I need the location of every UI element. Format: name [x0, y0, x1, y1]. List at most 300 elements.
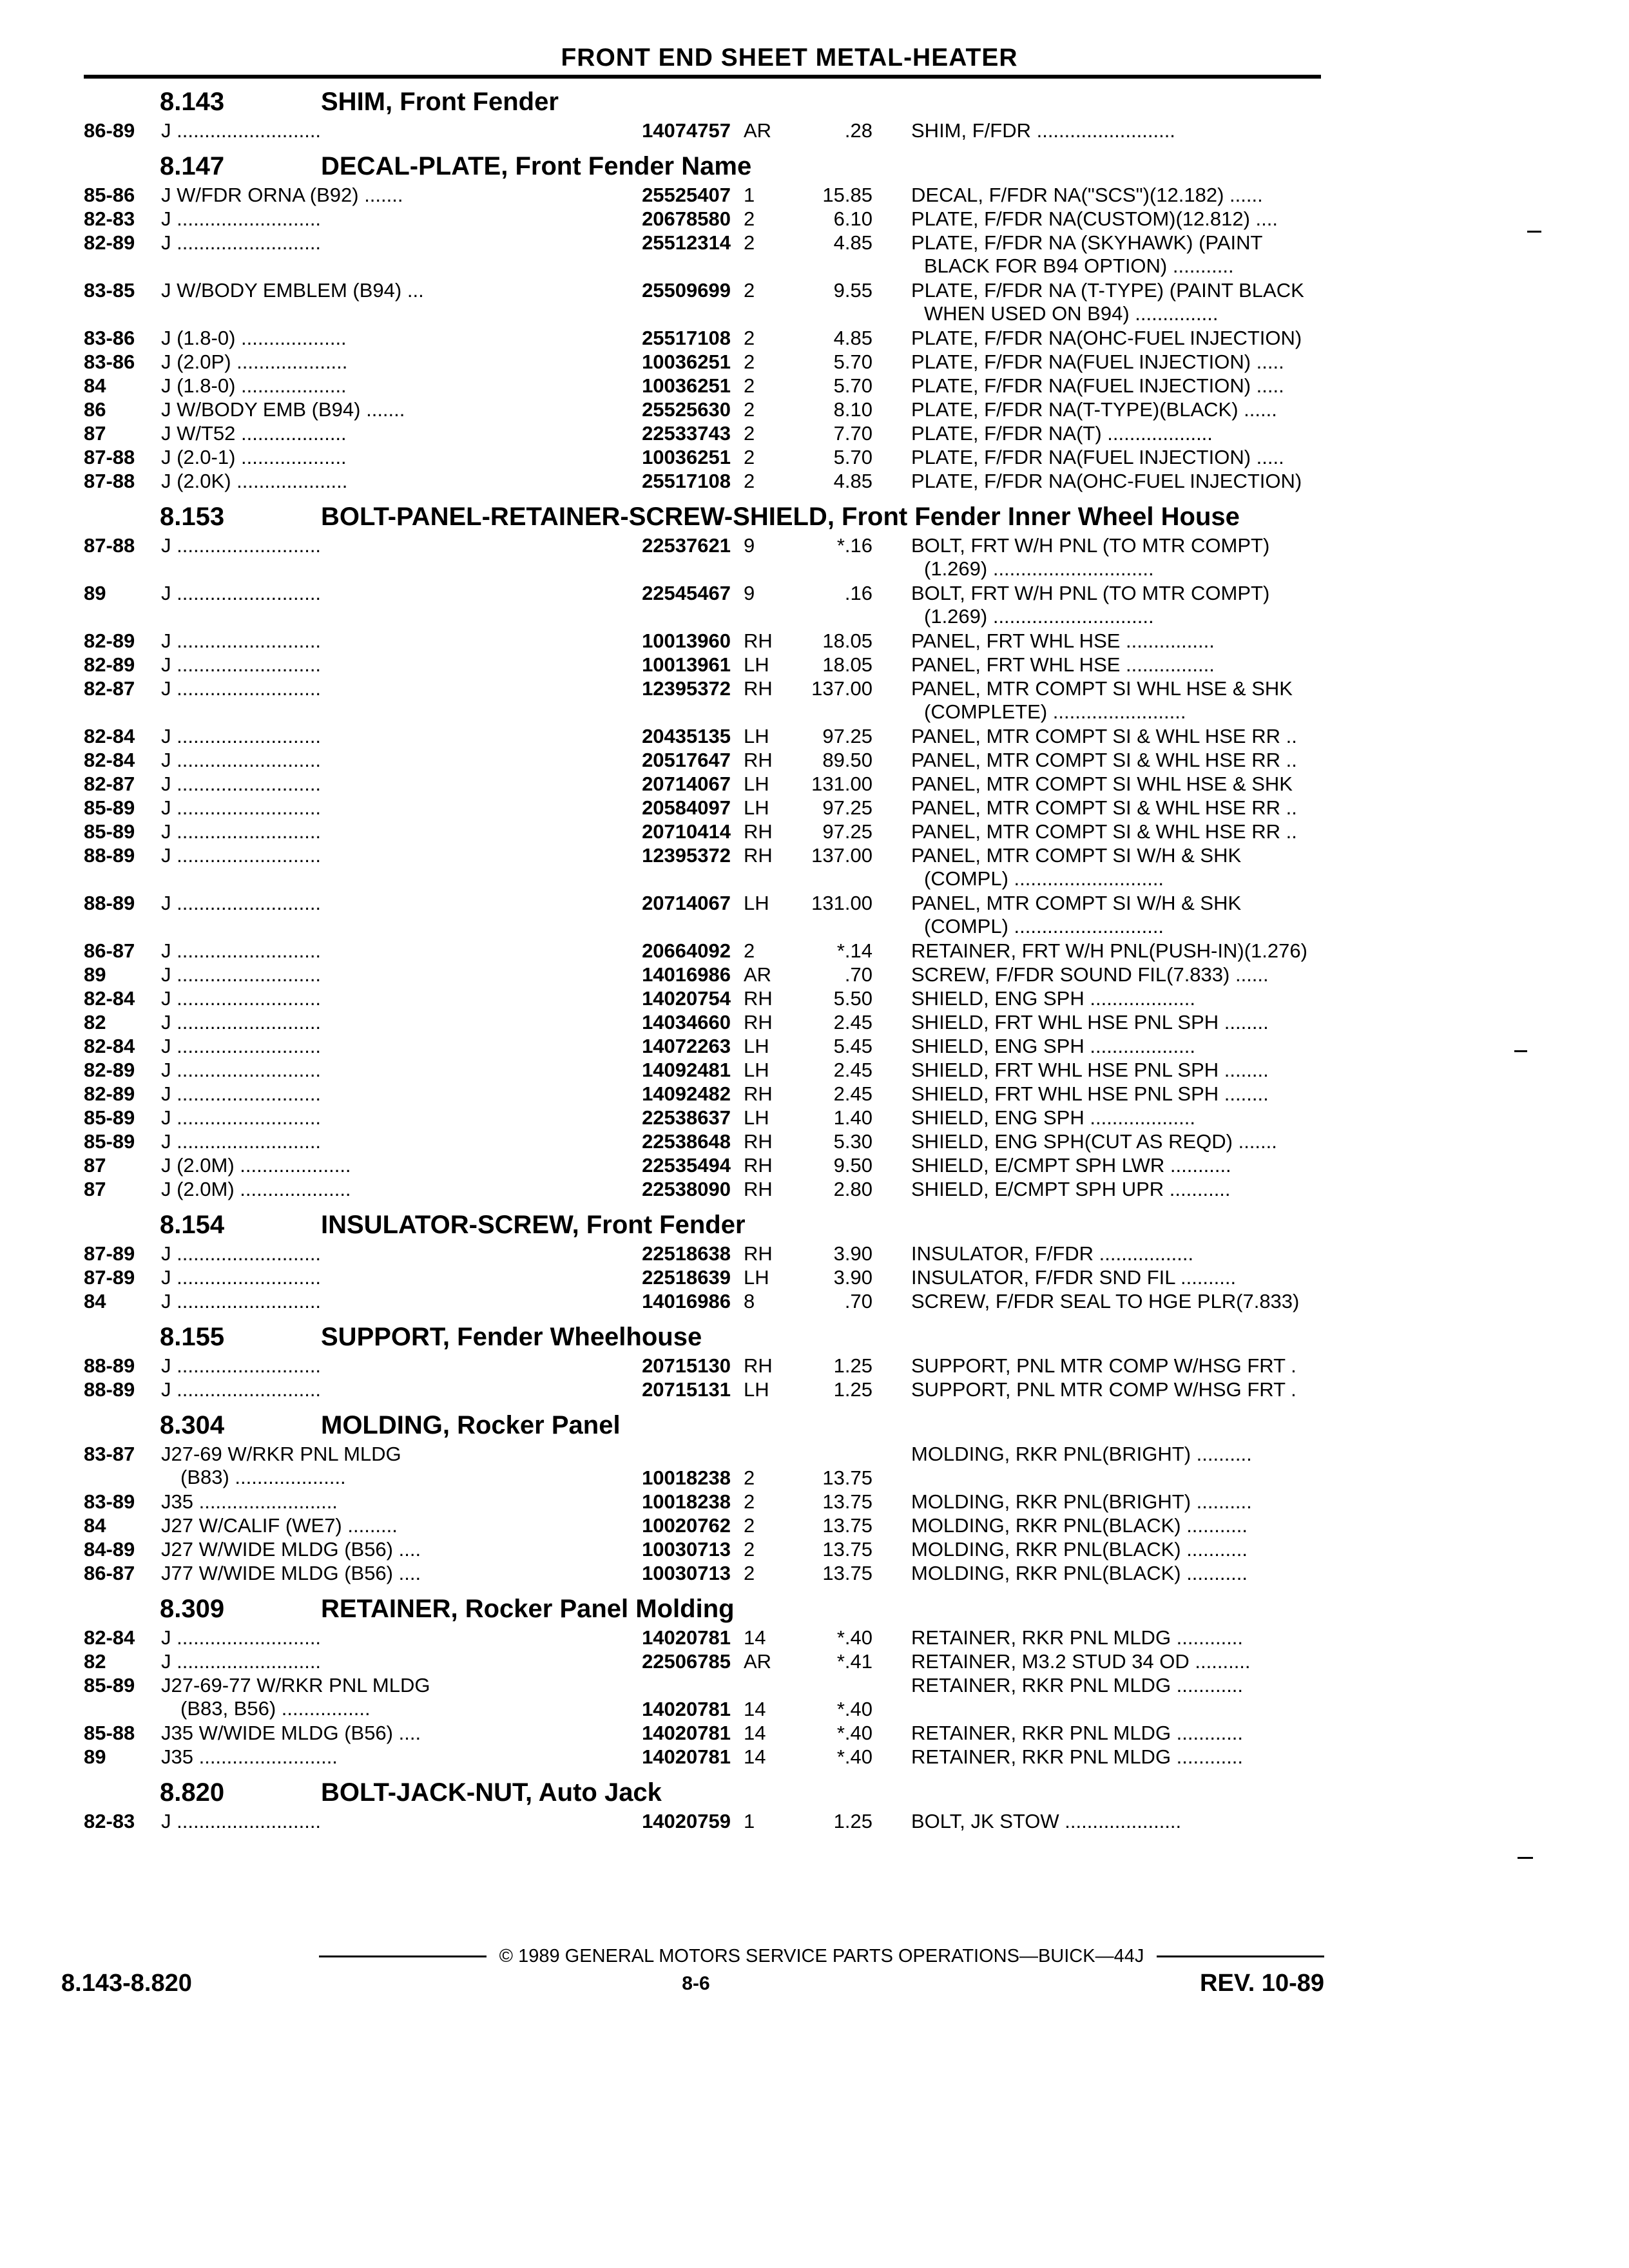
part-number: 20678580 — [642, 207, 731, 230]
quantity: RH — [744, 987, 773, 1010]
quantity: 2 — [744, 1490, 755, 1513]
part-number: 25517108 — [642, 470, 731, 492]
model-year: 87-88 — [84, 534, 135, 557]
model-line: J .......................... — [161, 1810, 322, 1832]
description-line: MOLDING, RKR PNL(BRIGHT) .......... — [911, 1490, 1252, 1513]
part-description — [872, 1650, 1321, 1673]
description-line: PLATE, F/FDR NA(T) ................... — [911, 422, 1213, 445]
part-description — [872, 796, 1321, 820]
table-row — [84, 1490, 1321, 1514]
description-line: SHIELD, FRT WHL HSE PNL SPH ........ — [911, 1082, 1269, 1105]
model-year: 87 — [84, 422, 106, 445]
price: *.40 — [836, 1722, 872, 1744]
model-applicability — [161, 1059, 602, 1082]
table-row — [84, 1514, 1321, 1538]
model-year: 82-89 — [84, 1059, 135, 1081]
part-number: 14092482 — [642, 1082, 731, 1105]
model-line: J .......................... — [161, 773, 322, 795]
part-number: 12395372 — [642, 844, 731, 867]
model-year: 86-87 — [84, 1562, 135, 1584]
part-number: 20710414 — [642, 820, 731, 843]
model-line: J (2.0P) .................... — [161, 351, 348, 373]
model-line: J .......................... — [161, 749, 322, 771]
price: 5.70 — [833, 351, 872, 373]
model-applicability — [161, 374, 602, 398]
part-description — [872, 1130, 1321, 1153]
description-line-continued: (1.269) ............................. — [924, 605, 1154, 628]
quantity: RH — [744, 1154, 773, 1177]
table-row — [84, 1650, 1321, 1674]
price: 137.00 — [811, 677, 872, 700]
catalog-page — [84, 43, 1321, 1834]
part-description — [872, 1626, 1321, 1649]
part-description — [872, 1290, 1321, 1313]
price: 9.50 — [833, 1154, 872, 1177]
quantity: RH — [744, 629, 773, 652]
model-applicability — [161, 1722, 602, 1745]
model-line: J .......................... — [161, 1130, 322, 1153]
description-line: PLATE, F/FDR NA (T-TYPE) (PAINT BLACK — [911, 279, 1304, 302]
part-description — [872, 963, 1321, 986]
model-applicability — [161, 987, 602, 1010]
model-line: J .......................... — [161, 534, 322, 557]
description-line: SHIELD, ENG SPH ................... — [911, 987, 1195, 1010]
table-row — [84, 1562, 1321, 1586]
price: 3.90 — [833, 1266, 872, 1289]
part-description — [872, 446, 1321, 469]
model-year: 82-89 — [84, 231, 135, 254]
table-row — [84, 1178, 1321, 1202]
description-line-continued: (COMPL) ........................... — [924, 915, 1164, 937]
price: 5.45 — [833, 1035, 872, 1057]
model-line: J27 W/CALIF (WE7) ......... — [161, 1514, 398, 1537]
quantity: 2 — [744, 279, 755, 302]
section-number: 8.309 — [160, 1595, 225, 1623]
part-number: 14074757 — [642, 119, 731, 142]
model-year: 82-84 — [84, 987, 135, 1010]
part-description — [872, 279, 1321, 325]
model-applicability — [161, 773, 602, 796]
table-row — [84, 1745, 1321, 1769]
model-line: J .......................... — [161, 677, 322, 700]
price: 1.25 — [833, 1810, 872, 1832]
quantity: LH — [744, 1266, 769, 1289]
part-description — [872, 231, 1321, 278]
model-applicability — [161, 1810, 602, 1833]
quantity: AR — [744, 119, 772, 142]
description-line: BOLT, FRT W/H PNL (TO MTR COMPT) — [911, 582, 1270, 604]
description-line-continued: BLACK FOR B94 OPTION) ........... — [924, 255, 1234, 277]
model-line: J77 W/WIDE MLDG (B56) .... — [161, 1562, 421, 1584]
model-year: 86-87 — [84, 939, 135, 962]
model-year: 82 — [84, 1011, 106, 1033]
model-line: J .......................... — [161, 1378, 322, 1401]
model-year: 83-85 — [84, 279, 135, 302]
part-description — [872, 892, 1321, 938]
model-applicability — [161, 184, 602, 207]
description-line: PLATE, F/FDR NA(CUSTOM)(12.812) .... — [911, 207, 1278, 230]
margin-mark — [1518, 1857, 1533, 1859]
section-title: INSULATOR-SCREW, Front Fender — [321, 1211, 746, 1239]
description-line: MOLDING, RKR PNL(BLACK) ........... — [911, 1562, 1248, 1584]
section-heading — [84, 1411, 1321, 1440]
description-line: MOLDING, RKR PNL(BLACK) ........... — [911, 1514, 1248, 1537]
quantity: 14 — [744, 1745, 766, 1768]
model-applicability — [161, 939, 602, 963]
description-line: PANEL, FRT WHL HSE ................ — [911, 653, 1215, 676]
description-line: SHIELD, ENG SPH ................... — [911, 1106, 1195, 1129]
model-line: J .......................... — [161, 892, 322, 914]
price: 8.10 — [833, 398, 872, 421]
model-applicability — [161, 422, 602, 445]
part-description — [872, 987, 1321, 1010]
description-line: PLATE, F/FDR NA(FUEL INJECTION) ..... — [911, 351, 1284, 373]
description-line: RETAINER, RKR PNL MLDG ............ — [911, 1626, 1244, 1649]
price: *.14 — [836, 939, 872, 962]
description-line: SUPPORT, PNL MTR COMP W/HSG FRT . — [911, 1354, 1296, 1377]
model-applicability — [161, 446, 602, 469]
price: .70 — [844, 1290, 872, 1312]
table-row — [84, 1378, 1321, 1402]
part-description — [872, 749, 1321, 772]
section-number: 8.154 — [160, 1211, 225, 1239]
part-description — [872, 582, 1321, 628]
model-applicability — [161, 1674, 602, 1720]
quantity: 2 — [744, 374, 755, 397]
part-description — [872, 422, 1321, 445]
quantity: RH — [744, 1242, 773, 1265]
part-description — [872, 1443, 1321, 1466]
model-line: J (1.8-0) ................... — [161, 327, 347, 349]
quantity: RH — [744, 1178, 773, 1200]
margin-mark — [1514, 1050, 1527, 1052]
part-description — [872, 1514, 1321, 1537]
price: 4.85 — [833, 231, 872, 254]
model-applicability — [161, 279, 602, 302]
section-title: DECAL-PLATE, Front Fender Name — [321, 152, 752, 180]
model-applicability — [161, 351, 602, 374]
part-number: 25517108 — [642, 327, 731, 349]
model-applicability — [161, 1242, 602, 1265]
part-description — [872, 1082, 1321, 1106]
quantity: 2 — [744, 1514, 755, 1537]
quantity: 9 — [744, 534, 755, 557]
price: 97.25 — [822, 725, 872, 747]
part-number: 10018238 — [642, 1490, 731, 1513]
description-line-continued: WHEN USED ON B94) ............... — [924, 302, 1219, 325]
price: 5.50 — [833, 987, 872, 1010]
part-description — [872, 773, 1321, 796]
model-year: 82-87 — [84, 773, 135, 795]
model-applicability — [161, 629, 602, 653]
model-line: J .......................... — [161, 1354, 322, 1377]
model-line: J (2.0M) .................... — [161, 1178, 351, 1200]
model-year: 82-84 — [84, 725, 135, 747]
quantity: 2 — [744, 422, 755, 445]
part-number: 22518638 — [642, 1242, 731, 1265]
table-row — [84, 1266, 1321, 1290]
model-year: 82-83 — [84, 1810, 135, 1832]
model-line: J27-69 W/RKR PNL MLDG — [161, 1443, 401, 1465]
part-number: 10036251 — [642, 351, 731, 373]
description-line: SHIELD, E/CMPT SPH UPR ........... — [911, 1178, 1231, 1200]
part-number: 20714067 — [642, 773, 731, 795]
model-line: J .......................... — [161, 1290, 322, 1312]
table-row — [84, 1035, 1321, 1059]
description-line: PANEL, MTR COMPT SI WHL HSE & SHK — [911, 773, 1293, 795]
part-number: 10030713 — [642, 1538, 731, 1561]
quantity: AR — [744, 1650, 772, 1673]
model-applicability — [161, 1266, 602, 1289]
description-line: PLATE, F/FDR NA(OHC-FUEL INJECTION) — [911, 470, 1302, 492]
quantity: LH — [744, 773, 769, 795]
table-row — [84, 629, 1321, 653]
part-description — [872, 1674, 1321, 1697]
model-year: 87-89 — [84, 1242, 135, 1265]
model-year: 82-87 — [84, 677, 135, 700]
model-applicability — [161, 725, 602, 748]
part-description — [872, 653, 1321, 677]
model-applicability — [161, 1082, 602, 1106]
section-title: BOLT-PANEL-RETAINER-SCREW-SHIELD, Front Fender Inner Wheel House — [321, 503, 1240, 531]
description-line: PANEL, MTR COMPT SI WHL HSE & SHK — [911, 677, 1293, 700]
part-description — [872, 1354, 1321, 1378]
quantity: 2 — [744, 1562, 755, 1584]
part-description — [872, 1035, 1321, 1058]
part-description — [872, 1745, 1321, 1769]
price: 1.40 — [833, 1106, 872, 1129]
section-number: 8.153 — [160, 503, 225, 531]
table-row — [84, 749, 1321, 773]
description-line: MOLDING, RKR PNL(BLACK) ........... — [911, 1538, 1248, 1561]
model-applicability — [161, 749, 602, 772]
description-line: RETAINER, RKR PNL MLDG ............ — [911, 1745, 1244, 1768]
price: 4.85 — [833, 470, 872, 492]
model-year: 86 — [84, 398, 106, 421]
table-row — [84, 820, 1321, 844]
table-row — [84, 119, 1321, 143]
price: *.41 — [836, 1650, 872, 1673]
part-number: 20715131 — [642, 1378, 731, 1401]
section-heading — [84, 1323, 1321, 1352]
model-applicability — [161, 327, 602, 350]
table-row — [84, 796, 1321, 820]
quantity: 14 — [744, 1722, 766, 1744]
price: 1.25 — [833, 1378, 872, 1401]
table-row — [84, 207, 1321, 231]
quantity: 14 — [744, 1698, 766, 1720]
description-line-continued: (COMPL) ........................... — [924, 867, 1164, 890]
model-applicability — [161, 1626, 602, 1649]
part-description — [872, 207, 1321, 231]
part-number: 25509699 — [642, 279, 731, 302]
section-title: SHIM, Front Fender — [321, 88, 559, 116]
part-description — [872, 327, 1321, 350]
section-number: 8.820 — [160, 1778, 225, 1807]
quantity: 14 — [744, 1626, 766, 1649]
table-row — [84, 470, 1321, 494]
part-description — [872, 398, 1321, 421]
model-line: J .......................... — [161, 963, 322, 986]
model-applicability — [161, 1130, 602, 1153]
model-year: 88-89 — [84, 844, 135, 867]
model-year: 85-86 — [84, 184, 135, 206]
part-number: 14020781 — [642, 1722, 731, 1744]
price: .28 — [844, 119, 872, 142]
price: 13.75 — [822, 1562, 872, 1584]
model-line: J .......................... — [161, 1082, 322, 1105]
model-year: 82-84 — [84, 1035, 135, 1057]
model-year: 85-89 — [84, 820, 135, 843]
part-number: 22538090 — [642, 1178, 731, 1200]
model-line: J (2.0K) .................... — [161, 470, 348, 492]
description-line: RETAINER, RKR PNL MLDG ............ — [911, 1722, 1244, 1744]
description-line-continued: RETAINER, RKR PNL MLDG ............ — [911, 1674, 1244, 1696]
model-applicability — [161, 534, 602, 557]
price: 5.30 — [833, 1130, 872, 1153]
model-year: 89 — [84, 1745, 106, 1768]
part-number: 22545467 — [642, 582, 731, 604]
part-description — [872, 1562, 1321, 1585]
quantity: LH — [744, 1059, 769, 1081]
model-year: 84 — [84, 374, 106, 397]
part-number: 10018238 — [642, 1466, 731, 1489]
section-heading — [84, 1595, 1321, 1624]
part-number: 20664092 — [642, 939, 731, 962]
model-applicability — [161, 207, 602, 231]
price: .70 — [844, 963, 872, 986]
part-description — [872, 374, 1321, 398]
model-line: J W/T52 ................... — [161, 422, 347, 445]
description-line: PLATE, F/FDR NA(T-TYPE)(BLACK) ...... — [911, 398, 1277, 421]
model-line: J .......................... — [161, 1059, 322, 1081]
model-year: 82-84 — [84, 749, 135, 771]
quantity: 8 — [744, 1290, 755, 1312]
quantity: RH — [744, 1011, 773, 1033]
model-applicability — [161, 1378, 602, 1401]
description-line: PANEL, MTR COMPT SI & WHL HSE RR .. — [911, 749, 1297, 771]
description-line: RETAINER, M3.2 STUD 34 OD .......... — [911, 1650, 1251, 1673]
price: 13.75 — [822, 1514, 872, 1537]
price: *.40 — [836, 1745, 872, 1768]
table-row — [84, 1154, 1321, 1178]
table-row — [84, 422, 1321, 446]
description-line: PLATE, F/FDR NA(FUEL INJECTION) ..... — [911, 374, 1284, 397]
price: 3.90 — [833, 1242, 872, 1265]
section-heading — [84, 503, 1321, 532]
model-applicability — [161, 892, 602, 915]
part-number: 25525630 — [642, 398, 731, 421]
section-number: 8.304 — [160, 1411, 225, 1439]
model-line: J .......................... — [161, 1242, 322, 1265]
quantity: LH — [744, 1035, 769, 1057]
table-row — [84, 351, 1321, 374]
footer-page-number: 8-6 — [682, 1972, 710, 1994]
section-heading — [84, 88, 1321, 117]
quantity: 2 — [744, 446, 755, 468]
price: 9.55 — [833, 279, 872, 302]
model-year: 83-87 — [84, 1443, 135, 1465]
part-number: 14016986 — [642, 963, 731, 986]
section-title: MOLDING, Rocker Panel — [321, 1411, 621, 1439]
quantity: 9 — [744, 582, 755, 604]
price: 89.50 — [822, 749, 872, 771]
model-applicability — [161, 1490, 602, 1514]
model-line: J (1.8-0) ................... — [161, 374, 347, 397]
quantity: LH — [744, 1378, 769, 1401]
table-row — [84, 1130, 1321, 1154]
model-applicability — [161, 398, 602, 421]
table-row — [84, 773, 1321, 796]
table-row — [84, 1626, 1321, 1650]
part-number: 25512314 — [642, 231, 731, 254]
part-number: 22538637 — [642, 1106, 731, 1129]
model-applicability — [161, 1650, 602, 1673]
table-row — [84, 1106, 1321, 1130]
part-number: 14020754 — [642, 987, 731, 1010]
part-number: 10036251 — [642, 446, 731, 468]
table-row — [84, 1011, 1321, 1035]
model-applicability — [161, 1011, 602, 1034]
description-line: PLATE, F/FDR NA (SKYHAWK) (PAINT — [911, 231, 1263, 254]
model-year: 83-89 — [84, 1490, 135, 1513]
table-row — [84, 1674, 1321, 1722]
part-description — [872, 844, 1321, 890]
model-year: 83-86 — [84, 351, 135, 373]
quantity: 2 — [744, 327, 755, 349]
model-year: 82-84 — [84, 1626, 135, 1649]
quantity: 2 — [744, 351, 755, 373]
model-applicability — [161, 231, 602, 255]
model-applicability — [161, 1354, 602, 1378]
model-line: J W/BODY EMBLEM (B94) ... — [161, 279, 424, 302]
part-description — [872, 677, 1321, 724]
model-line: J .......................... — [161, 1626, 322, 1649]
quantity: 2 — [744, 398, 755, 421]
model-line: J W/FDR ORNA (B92) ....... — [161, 184, 403, 206]
model-line: J35 W/WIDE MLDG (B56) .... — [161, 1722, 421, 1744]
price: 97.25 — [822, 820, 872, 843]
part-number: 14072263 — [642, 1035, 731, 1057]
quantity: RH — [744, 820, 773, 843]
part-description — [872, 1154, 1321, 1177]
part-number: 14020759 — [642, 1810, 731, 1832]
part-number: 10013960 — [642, 629, 731, 652]
model-year: 87-89 — [84, 1266, 135, 1289]
price: 1.25 — [833, 1354, 872, 1377]
price: 2.45 — [833, 1011, 872, 1033]
model-line: J35 ......................... — [161, 1490, 338, 1513]
description-line: PLATE, F/FDR NA(FUEL INJECTION) ..... — [911, 446, 1284, 468]
section-number: 8.147 — [160, 152, 225, 180]
quantity: RH — [744, 844, 773, 867]
price: 5.70 — [833, 446, 872, 468]
parts-sections — [84, 88, 1321, 1834]
part-description — [872, 1490, 1321, 1514]
description-line: SHIELD, FRT WHL HSE PNL SPH ........ — [911, 1059, 1269, 1081]
model-line: J W/BODY EMB (B94) ....... — [161, 398, 405, 421]
model-applicability — [161, 1514, 602, 1537]
description-line-continued: MOLDING, RKR PNL(BRIGHT) .......... — [911, 1443, 1252, 1465]
description-line: PANEL, MTR COMPT SI W/H & SHK — [911, 892, 1242, 914]
model-line: J .......................... — [161, 653, 322, 676]
description-line: INSULATOR, F/FDR ................. — [911, 1242, 1194, 1265]
part-description — [872, 1722, 1321, 1745]
price: 97.25 — [822, 796, 872, 819]
model-year: 82-89 — [84, 653, 135, 676]
part-number: 10036251 — [642, 374, 731, 397]
part-number: 22537621 — [642, 534, 731, 557]
